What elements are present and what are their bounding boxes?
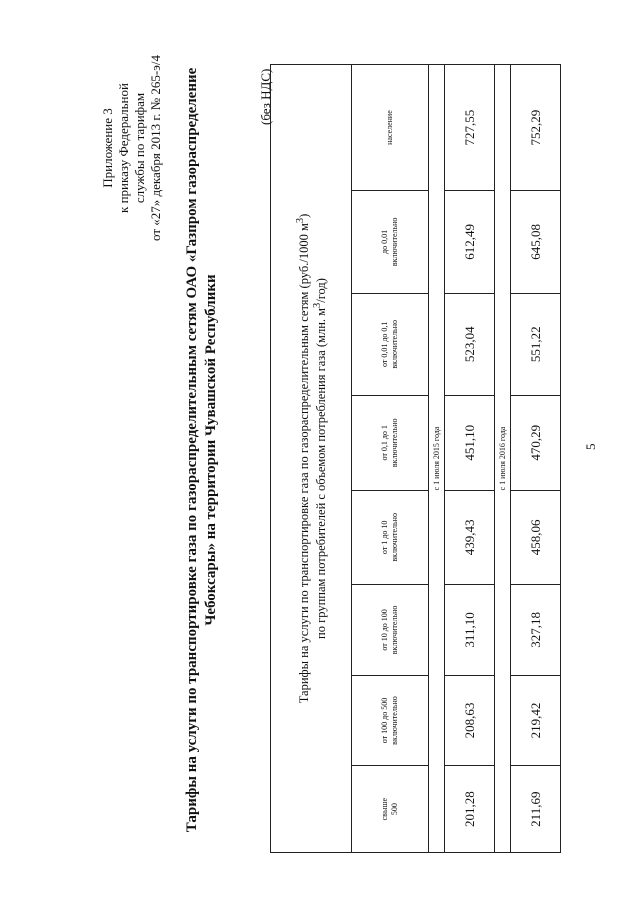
tariff-value: 458,06	[511, 490, 561, 585]
period-label: с 1 июля 2015 года	[429, 65, 445, 853]
column-header	[352, 396, 429, 491]
appendix-line: от «27» декабря 2013 г. № 265-э/4	[148, 55, 163, 241]
appendix-block	[100, 23, 164, 273]
column-header	[352, 490, 429, 585]
table-row	[445, 65, 495, 853]
column-header-line: включительно	[390, 320, 399, 369]
tariff-value: 523,04	[445, 293, 495, 395]
title-line: Чебоксары» на территории Чувашской Республики	[203, 274, 219, 626]
appendix-line: к приказу Федеральной	[116, 83, 131, 213]
column-header-row	[352, 65, 429, 853]
appendix-line: Приложение 3	[100, 108, 115, 188]
tariff-table	[270, 64, 561, 853]
column-header	[352, 675, 429, 766]
column-header-line: от 1 до 10	[380, 520, 389, 555]
tariff-value: 612,49	[445, 191, 495, 293]
period-label: с 1 июля 2016 года	[495, 65, 511, 853]
tariff-value: 645,08	[511, 191, 561, 293]
table-row	[511, 65, 561, 853]
appendix-line: службы по тарифам	[132, 92, 147, 204]
tariff-value: 470,29	[511, 396, 561, 491]
tariff-value: 211,69	[511, 766, 561, 853]
tariff-value: 219,42	[511, 675, 561, 766]
column-header	[352, 293, 429, 395]
column-header-line: до 0,01	[380, 229, 389, 254]
tariff-value: 451,10	[445, 396, 495, 491]
column-header	[352, 585, 429, 676]
column-header	[352, 191, 429, 293]
column-header-line: от 0,01 до 0,1	[380, 321, 389, 368]
header-text: /год)	[314, 278, 329, 303]
column-header	[352, 766, 429, 853]
period-row	[429, 65, 445, 853]
column-header-line: включительно	[390, 217, 399, 267]
period-row	[495, 65, 511, 853]
table-header-cell	[271, 65, 352, 853]
column-header-line: свыше	[380, 797, 389, 821]
tariff-value: 752,29	[511, 65, 561, 191]
column-header-line: 500	[390, 803, 399, 816]
tariff-value: 208,63	[445, 675, 495, 766]
tariff-value: 201,28	[445, 766, 495, 853]
document-title	[183, 55, 221, 845]
column-header-line: включительно	[390, 696, 399, 745]
header-text: )	[297, 213, 311, 218]
table-header-row	[271, 65, 352, 853]
header-superscript: 3	[312, 302, 323, 308]
column-header-line: население	[385, 110, 394, 145]
vat-note: (без НДС)	[258, 68, 273, 125]
tariff-value: 727,55	[445, 65, 495, 191]
column-header-line: от 100 до 500	[380, 697, 389, 744]
header-superscript: 3	[294, 217, 306, 224]
header-text: по группам потребителей с объемом потребления газа (млн. м	[314, 307, 329, 639]
page-number: 5	[583, 443, 598, 450]
column-header-line: включительно	[390, 513, 399, 562]
column-header-line: включительно	[390, 418, 399, 468]
column-header-line: от 0,1 до 1	[380, 425, 389, 461]
tariff-value: 311,10	[445, 585, 495, 676]
tariff-value: 551,22	[511, 293, 561, 395]
column-header	[352, 65, 429, 191]
column-header-line: включительно	[390, 605, 399, 655]
header-text: Тарифы на услуги по транспортировке газа по газораспределительным сетям (руб./1000 м	[297, 223, 311, 704]
column-header-line: от 10 до 100	[380, 609, 389, 651]
tariff-value: 327,18	[511, 585, 561, 676]
tariff-value: 439,43	[445, 490, 495, 585]
title-line: Тарифы на услуги по транспортировке газа по газораспределительным сетям ОАО «Газпром газораспределение	[184, 67, 200, 833]
